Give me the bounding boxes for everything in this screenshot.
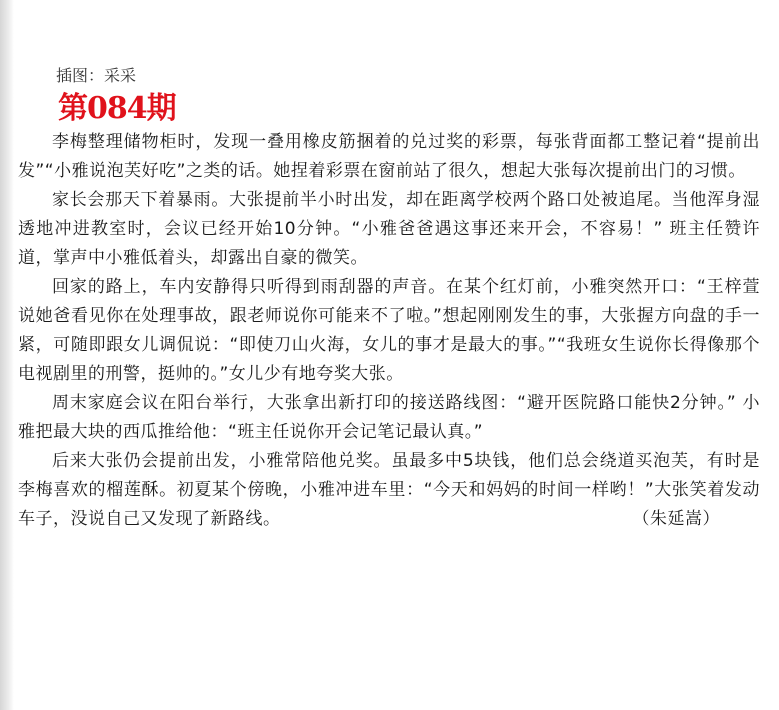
author-byline: （朱延嵩） [632, 509, 720, 529]
paragraph-5 [18, 447, 760, 534]
paragraph-2: 家长会那天下着暴雨。大张提前半小时出发，却在距离学校两个路口处被追尾。当他浑身湿透地冲进教室时，会议已经开始10分钟。“小雅爸爸遇这事还来开会，不容易！” 班主任赞许道，掌声中小雅低着头，却露出自豪的微笑。 [18, 190, 760, 268]
paragraph-4: 周末家庭会议在阳台举行，大张拿出新打印的接送路线图：“避开医院路口能快2分钟。” 小雅把最大块的西瓜推给他：“班主任说你开会记笔记最认真。” [18, 393, 760, 442]
paragraph-3: 回家的路上，车内安静得只听得到雨刮器的声音。在某个红灯前，小雅突然开口：“王梓萱说她爸看见你在处理事故，跟老师说你可能来不了啦。”想起刚刚发生的事，大张握方向盘的手一紧，可随即跟女儿调侃说：“即使刀山火海，女儿的事才是最大的事。”“我班女生说你长得像那个电视剧里的刑警，挺帅的。”女儿少有地夸奖大张。 [18, 277, 760, 384]
issue-number-title: 第084期 [58, 91, 176, 126]
paragraph-5-text: 后来大张仍会提前出发，小雅常陪他兑奖。虽最多中5块钱，他们总会绕道买泡芙，有时是李梅喜欢的榴莲酥。初夏某个傍晚，小雅冲进车里：“今天和妈妈的时间一样哟！”大张笑着发动车子，没说自己又发现了新路线。 [18, 451, 760, 529]
page-edge-shadow [0, 0, 14, 710]
paragraph-1: 李梅整理储物柜时，发现一叠用橡皮筋捆着的兑过奖的彩票，每张背面都工整记着“提前出发”“小雅说泡芙好吃”之类的话。她捏着彩票在窗前站了很久，想起大张每次提前出门的习惯。 [18, 132, 760, 181]
illustration-credit: 插图：采采 [56, 66, 137, 85]
article [18, 62, 760, 534]
